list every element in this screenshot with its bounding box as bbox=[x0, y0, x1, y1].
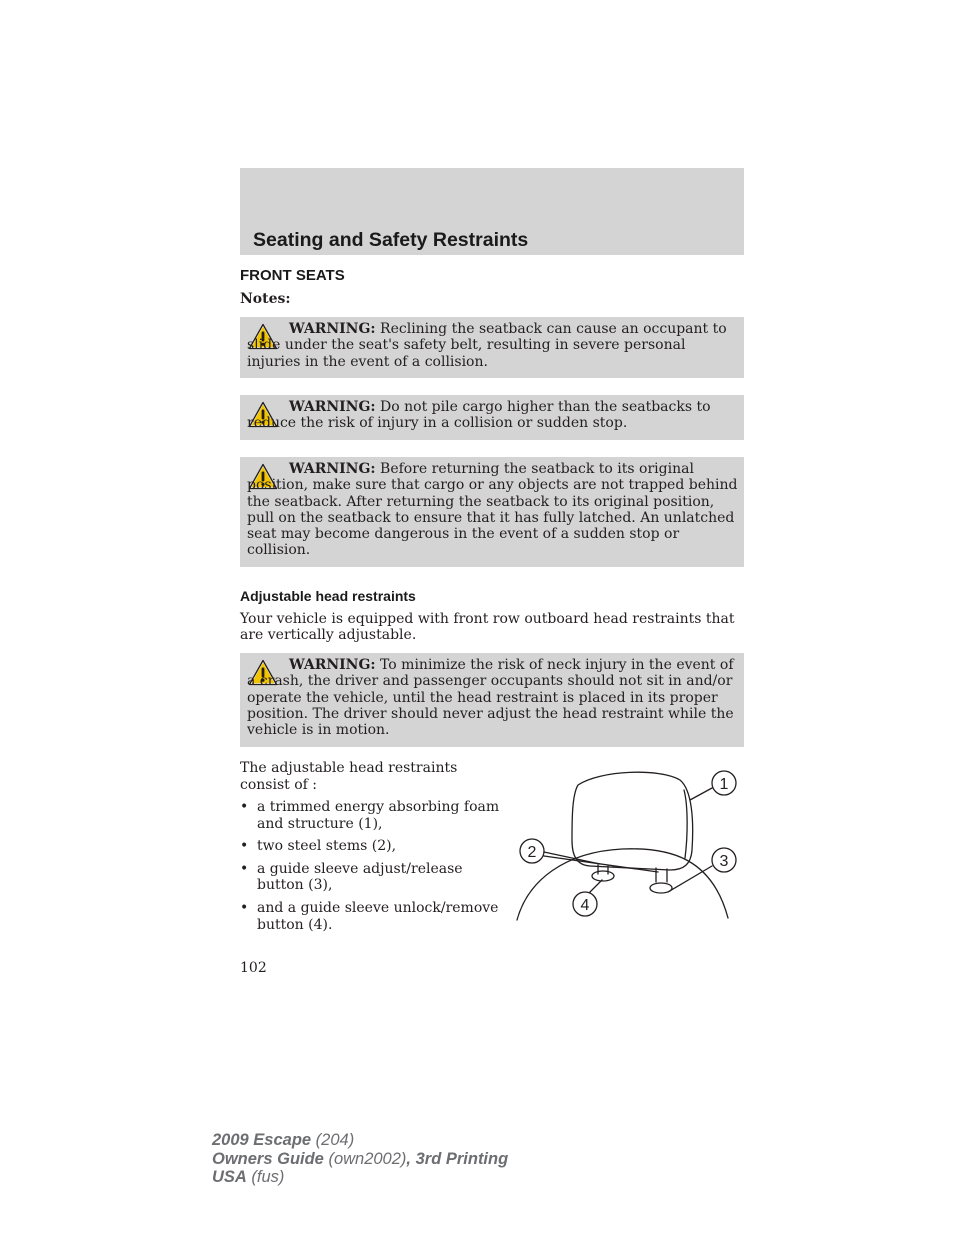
notes-label: Notes: bbox=[240, 291, 291, 307]
warning-box-1 bbox=[240, 317, 744, 378]
footer-imprint bbox=[212, 1131, 508, 1187]
footer-line-model: 2009 Escape (204) bbox=[212, 1131, 355, 1149]
components-list bbox=[240, 799, 502, 939]
list-item: • and a guide sleeve unlock/remove button (4). bbox=[240, 900, 502, 933]
warning-box-3 bbox=[240, 457, 744, 567]
warning-text-1: WARNING: Reclining the seatback can cause an occupant to slide under the seat's safety belt, resulting in severe personal injuries in the event of a collision. bbox=[247, 321, 727, 370]
page-header-title: Seating and Safety Restraints bbox=[253, 229, 529, 251]
warning-box-4 bbox=[240, 653, 744, 747]
warning-box-2 bbox=[240, 395, 744, 440]
section-header-band bbox=[240, 168, 744, 255]
footer-line-market: USA (fus) bbox=[212, 1168, 285, 1186]
subsection-title: Adjustable head restraints bbox=[240, 588, 416, 604]
warning-text-2: WARNING: Do not pile cargo higher than the seatbacks to reduce the risk of injury in a collision or sudden stop. bbox=[247, 399, 711, 432]
callout-label: 2 bbox=[527, 844, 537, 861]
intro-paragraph: Your vehicle is equipped with front row outboard head restraints that are vertically adjustable. bbox=[240, 611, 735, 644]
section-title: FRONT SEATS bbox=[240, 267, 345, 284]
callout-label: 3 bbox=[719, 853, 729, 870]
callout-label: 4 bbox=[580, 897, 590, 914]
list-item: • two steel stems (2), bbox=[240, 838, 502, 855]
list-item: • a trimmed energy absorbing foam and structure (1), bbox=[240, 799, 502, 832]
page-number: 102 bbox=[240, 960, 267, 976]
footer-line-guide: Owners Guide (own2002), 3rd Printing bbox=[212, 1149, 509, 1168]
components-intro: The adjustable head restraints consist of : bbox=[240, 760, 458, 793]
list-item: • a guide sleeve adjust/release button (3), bbox=[240, 861, 502, 894]
warning-text-4: WARNING: To minimize the risk of neck injury in the event of a crash, the driver and passenger occupants should not sit in and/or operate the vehicle, until the head restraint is placed in its proper position. The driver should never adjust the head restraint while the vehicle is in motion. bbox=[247, 657, 734, 739]
head-restraint-diagram bbox=[512, 765, 744, 925]
warning-text-3: WARNING: Before returning the seatback to its original position, make sure that cargo or any objects are not trapped behind the seatback. After returning the seatback to its original position, pull on the seatback to ensure that it has fully latched. An unlatched seat may become dangerous in the event of a sudden stop or collision. bbox=[247, 461, 738, 559]
callout-label: 1 bbox=[719, 776, 729, 793]
